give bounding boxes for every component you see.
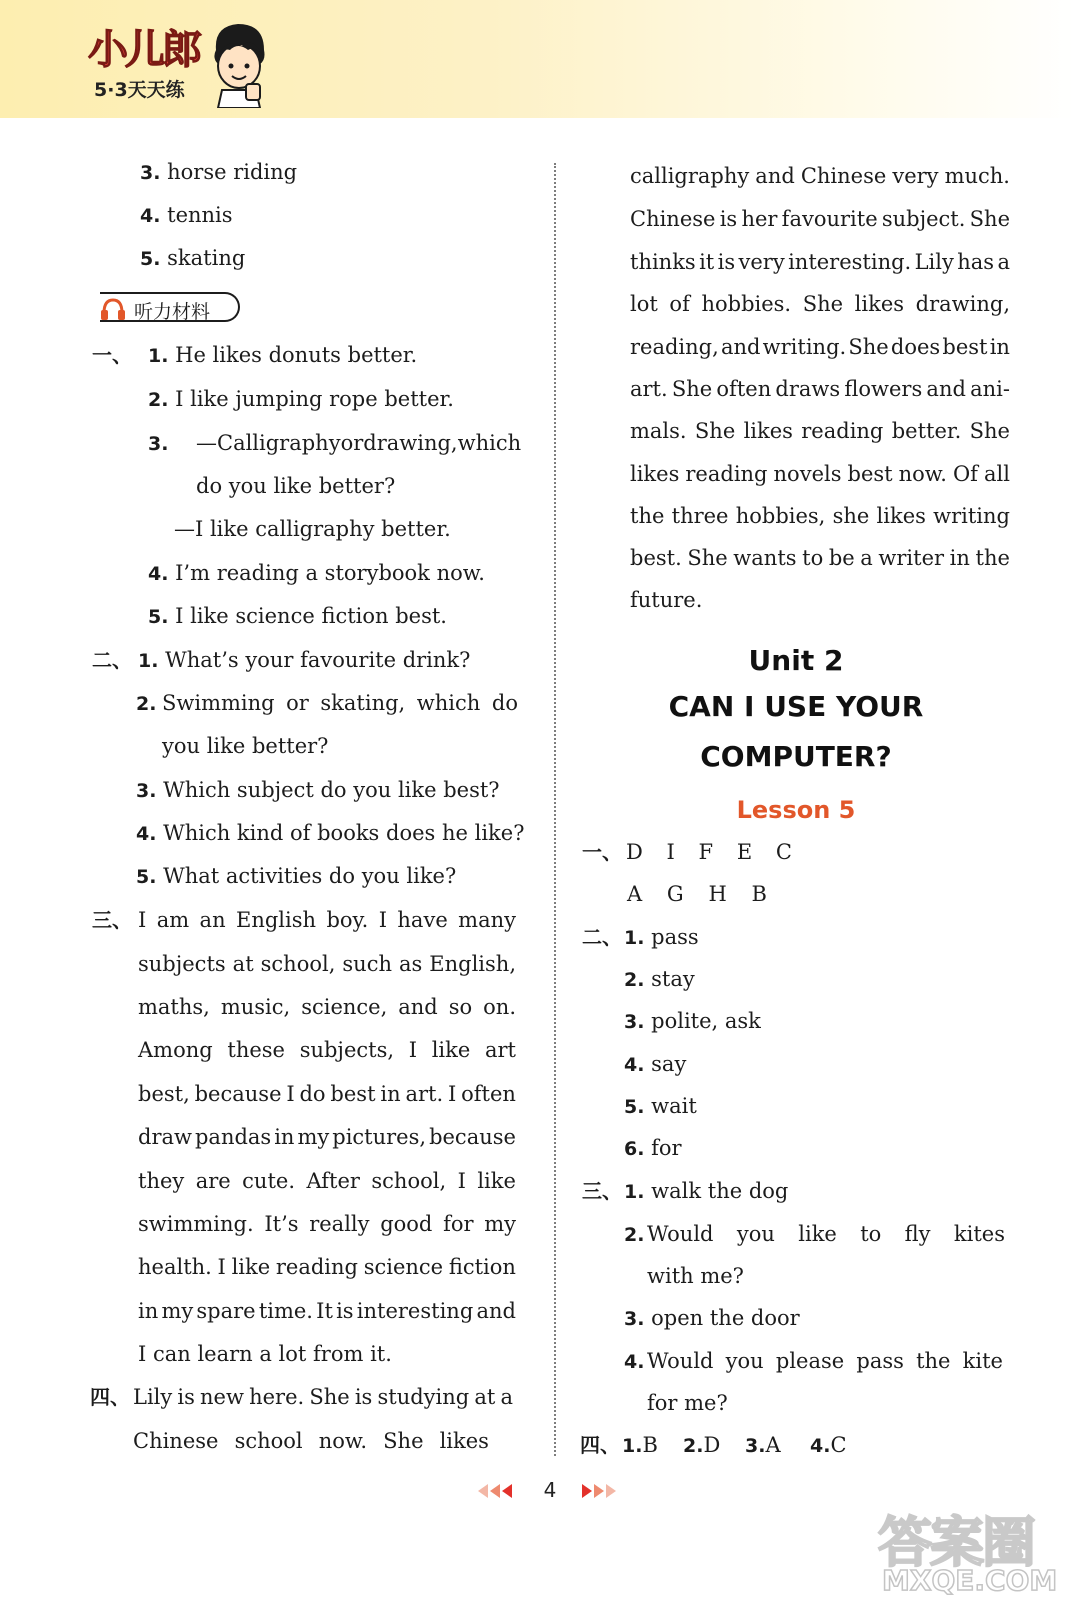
answer-letters-row: A G H B [627,882,767,906]
list-item: 5. skating [140,246,246,270]
passage-line: art. She often draws flowers and ani- [630,377,1010,401]
page-number: 4 [543,1478,557,1502]
list-item: 3. horse riding [140,160,298,184]
mascot-boy-icon [208,20,270,108]
section-label: 三、 [582,1179,622,1203]
list-item: 2. [624,1224,645,1246]
logo-subtitle: 5·3天天练 [94,79,185,101]
passage-line: thinks it is very interesting. Lily has a [630,250,1010,274]
passage-line: I am an English boy. I have many [138,908,516,932]
list-item: 1. walk the dog [624,1179,789,1203]
section-label: 四、 [90,1385,130,1409]
list-item: 1. He likes donuts better. [148,343,418,367]
list-item: 2. I like jumping rope better. [148,387,454,411]
listening-material-badge [100,292,240,322]
passage-line: swimming. It’s really good for my [138,1212,516,1236]
passage-line: Lily is new here. She is studying at a [133,1385,513,1409]
badge-label: 听力材料 [134,301,211,323]
list-item: 4. Which kind of books does he like? [136,821,525,845]
answer-letters-row: D I F E C [626,840,792,864]
answer-item: 2.D [683,1433,721,1457]
list-item: do you like better? [196,474,396,498]
prev-arrow-icon [478,1484,488,1498]
passage-line: draw pandas in my pictures, because [138,1125,516,1149]
list-item: 3. Which subject do you like best? [136,778,500,802]
watermark-title: 答案圈 [878,1511,1034,1574]
list-item: 1. What’s your favourite drink? [138,648,471,672]
answer-item: 3.A [745,1433,781,1457]
passage-line: they are cute. After school, I like [138,1169,516,1193]
passage-line: health. I like reading science fiction [138,1255,516,1279]
passage-line: calligraphy and Chinese very much. [630,164,1010,188]
justified-line: Swimming or skating, which do [162,691,518,715]
lesson-title: Lesson 5 [736,796,856,824]
list-item: for me? [647,1391,728,1415]
next-arrow-icon [582,1484,592,1498]
section-label: 一、 [92,343,132,367]
list-item: 5. I like science fiction best. [148,604,447,628]
justified-line: —Calligraphy or drawing, which [196,431,522,455]
passage-line: subjects at school, such as English, [138,952,516,976]
list-item: 4. [624,1351,645,1373]
list-item: 5. wait [624,1094,697,1118]
prev-arrow-icon [490,1484,500,1498]
section-label: 二、 [92,648,132,672]
list-item: 3. polite, ask [624,1009,761,1033]
passage-line: I can learn a lot from it. [138,1342,392,1366]
justified-line: Would you please pass the kite [647,1349,1003,1373]
passage-line: maths, music, science, and so on. [138,995,516,1019]
list-item: 5. What activities do you like? [136,864,457,888]
list-item: 2. [136,693,157,715]
list-item: 4. I’m reading a storybook now. [148,561,485,585]
column-divider [554,163,556,1456]
passage-line: likes reading novels best now. Of all [630,462,1010,486]
list-item: 4. say [624,1052,687,1076]
passage-line: Among these subjects, I like art [138,1038,516,1062]
unit-subtitle-line2: COMPUTER? [700,740,892,773]
list-item: 6. for [624,1136,682,1160]
passage-line: mals. She likes reading better. She [630,419,1010,443]
headphones-icon [100,297,126,321]
list-item: 3. open the door [624,1306,800,1330]
passage-line: best, because I do best in art. I often [138,1082,516,1106]
unit-subtitle-line1: CAN I USE YOUR [668,690,924,723]
passage-line: lot of hobbies. She likes drawing, [630,292,1010,316]
section-label: 三、 [92,908,132,932]
list-item: you like better? [162,734,329,758]
list-item: 4. tennis [140,203,233,227]
list-item: 1. pass [624,925,699,949]
list-item: with me? [647,1264,744,1288]
passage-line: best. She wants to be a writer in the [630,546,1010,570]
page-navigation [470,1476,630,1506]
watermark-url: MXQE.COM [882,1564,1058,1597]
prev-arrow-icon [502,1484,512,1498]
passage-line: the three hobbies, she likes writing [630,504,1010,528]
passage-line: Chinese school now. She likes [133,1429,489,1453]
answer-item: 4.C [810,1433,847,1457]
next-arrow-icon [606,1484,616,1498]
logo-title: 小儿郎 [88,27,199,73]
watermark [878,1500,1068,1595]
passage-line: reading, and writing. She does best in [630,335,1010,359]
list-item: —I like calligraphy better. [174,517,451,541]
passage-line: future. [630,588,703,612]
section-label: 四、 [580,1433,620,1457]
passage-line: in my spare time. It is interesting and [138,1299,516,1323]
next-arrow-icon [594,1484,604,1498]
logo [88,18,288,108]
section-label: 一、 [582,840,622,864]
unit-title: Unit 2 [748,644,844,677]
answer-item: 1.B [622,1433,658,1457]
passage-line: Chinese is her favourite subject. She [630,207,1010,231]
list-item: 2. stay [624,967,695,991]
justified-line: Would you like to fly kites [647,1222,1005,1246]
list-item: 3. [148,433,169,455]
section-label: 二、 [582,925,622,949]
